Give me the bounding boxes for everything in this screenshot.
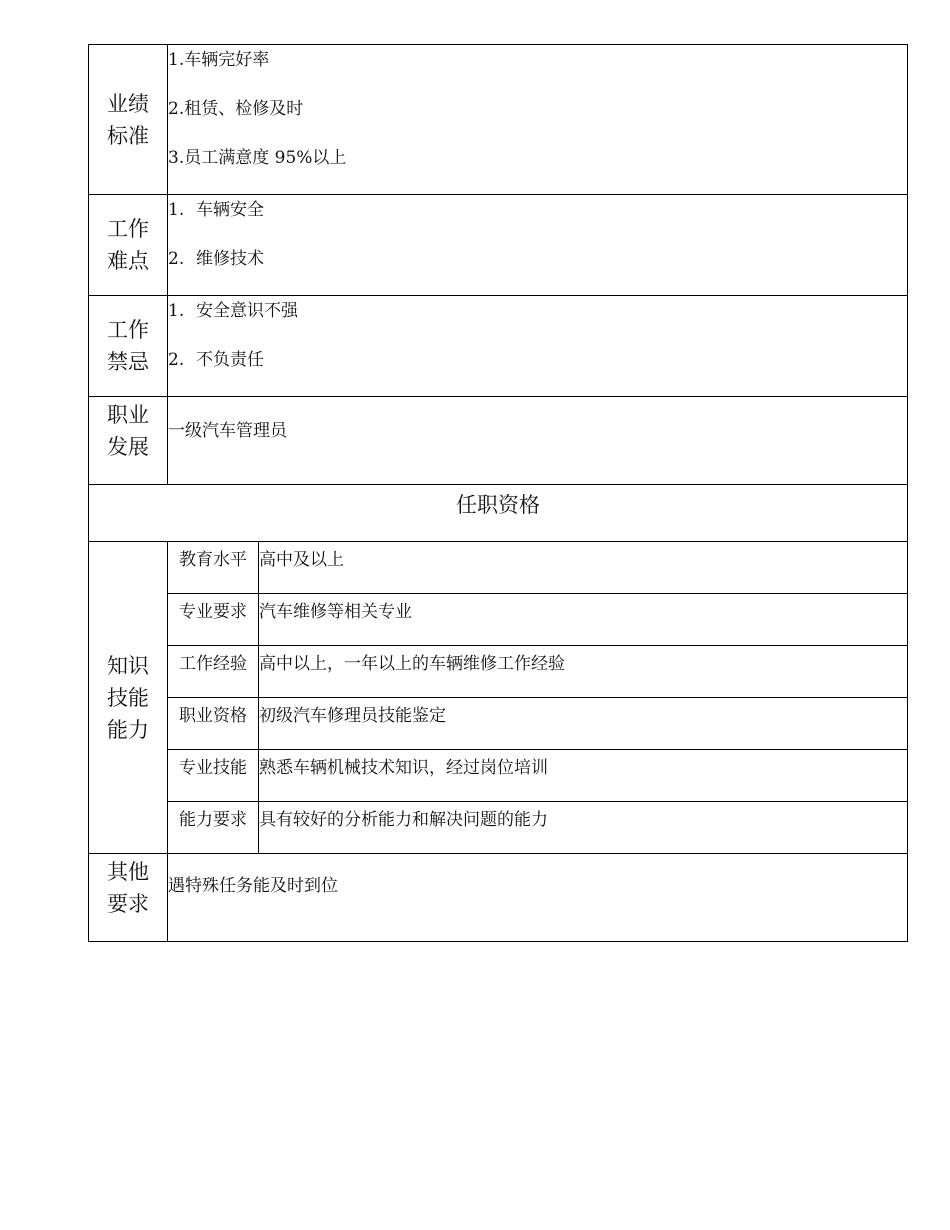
performance-label <box>89 45 168 195</box>
other-row <box>89 854 908 942</box>
taboos-label-line1: 工作 <box>107 318 149 342</box>
knowledge-item-value: 高中及以上 <box>259 542 908 594</box>
taboos-label-line2: 禁忌 <box>107 350 149 374</box>
performance-item: 3.员工满意度 95%以上 <box>168 148 347 168</box>
knowledge-label-line3: 能力 <box>107 717 149 742</box>
knowledge-item-value: 熟悉车辆机械技术知识，经过岗位培训 <box>259 750 908 802</box>
knowledge-item-label: 专业技能 <box>168 750 259 802</box>
career-row <box>89 397 908 485</box>
knowledge-item-label: 专业要求 <box>168 594 259 646</box>
performance-label-line2: 标准 <box>107 123 149 148</box>
difficulties-row <box>89 195 908 296</box>
taboos-item <box>168 345 907 394</box>
qualification-header-row <box>89 485 908 542</box>
item-text: 安全意识不强 <box>196 301 298 321</box>
difficulties-content <box>168 195 908 296</box>
performance-label-line1: 业绩 <box>107 91 149 116</box>
knowledge-item-label: 职业资格 <box>168 698 259 750</box>
item-number: 1. <box>168 301 185 321</box>
performance-content <box>168 45 908 195</box>
other-content <box>168 854 908 942</box>
performance-item: 2.租赁、检修及时 <box>168 99 304 119</box>
taboos-content <box>168 296 908 397</box>
knowledge-row <box>89 646 908 698</box>
knowledge-row <box>89 542 908 594</box>
job-description-table <box>88 44 908 942</box>
knowledge-row <box>89 698 908 750</box>
taboos-item <box>168 296 907 345</box>
other-label <box>89 854 168 942</box>
knowledge-row <box>89 750 908 802</box>
job-description-sheet <box>88 44 907 942</box>
performance-item: 1.车辆完好率 <box>168 50 270 70</box>
knowledge-item-value: 具有较好的分析能力和解决问题的能力 <box>259 802 908 854</box>
qualification-title: 任职资格 <box>89 485 908 542</box>
taboos-label <box>89 296 168 397</box>
other-value: 遇特殊任务能及时到位 <box>168 876 338 896</box>
knowledge-item-value: 初级汽车修理员技能鉴定 <box>259 698 908 750</box>
career-label-line1: 职业 <box>107 403 149 427</box>
difficulties-label-line1: 工作 <box>107 217 149 241</box>
knowledge-item-value: 汽车维修等相关专业 <box>259 594 908 646</box>
knowledge-label <box>89 542 168 854</box>
knowledge-label-line2: 技能 <box>107 685 149 710</box>
knowledge-row <box>89 594 908 646</box>
difficulties-label-line2: 难点 <box>107 249 149 273</box>
difficulties-item <box>168 244 907 293</box>
taboos-row <box>89 296 908 397</box>
item-text: 维修技术 <box>196 249 264 269</box>
performance-row <box>89 45 908 195</box>
knowledge-item-label: 能力要求 <box>168 802 259 854</box>
other-label-line1: 其他 <box>107 860 149 884</box>
career-value: 一级汽车管理员 <box>168 421 287 441</box>
knowledge-item-label: 教育水平 <box>168 542 259 594</box>
other-label-line2: 要求 <box>107 892 149 916</box>
knowledge-label-line1: 知识 <box>107 653 149 678</box>
item-number: 2. <box>168 249 185 269</box>
knowledge-item-label: 工作经验 <box>168 646 259 698</box>
difficulties-item <box>168 195 907 244</box>
career-label <box>89 397 168 485</box>
difficulties-label <box>89 195 168 296</box>
career-content <box>168 397 908 485</box>
item-number: 1. <box>168 200 185 220</box>
career-label-line2: 发展 <box>107 435 149 459</box>
knowledge-item-value: 高中以上，一年以上的车辆维修工作经验 <box>259 646 908 698</box>
knowledge-row <box>89 802 908 854</box>
item-text: 车辆安全 <box>196 200 264 220</box>
item-number: 2. <box>168 350 185 370</box>
item-text: 不负责任 <box>196 350 264 370</box>
